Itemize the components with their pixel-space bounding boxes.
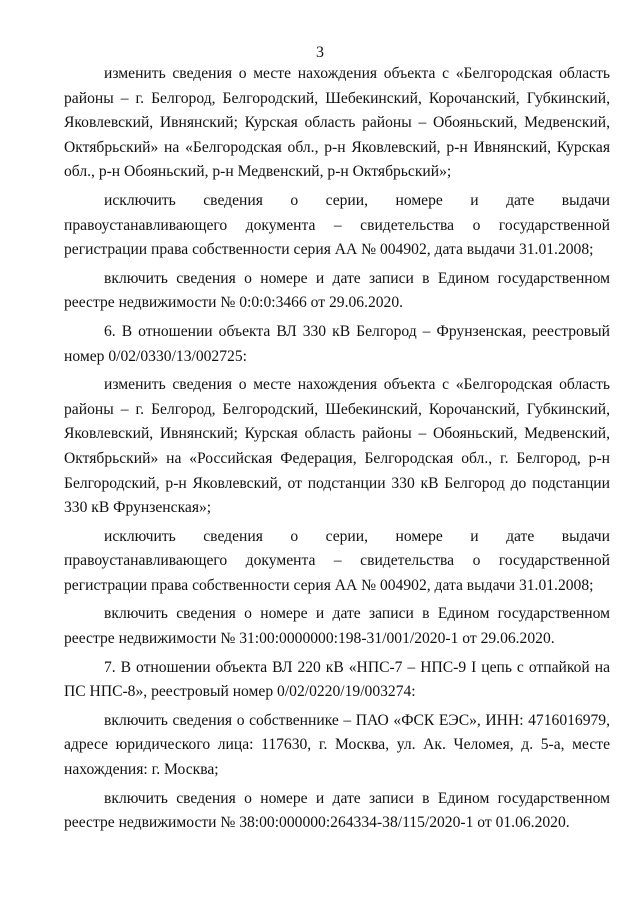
paragraph-exclude-certificate-1: исключить сведения о серии, номере и дате выдачи правоустанавливающего документа – свидетельства о государственной регистрации права собственности серия АА № 004902, дата выдачи 31.01.2008; xyxy=(64,191,610,259)
paragraph-change-location-1: изменить сведения о месте нахождения объекта с «Белгородская область районы – г. Белгород, Белгородский, Шебекинский, Корочанский, Губкинский, Яковлевский, Ивнянский; Курская область районы – Обояньский, Медвенский, Октябрьский» на «Белгородская обл., р-н Яковлевский, р-н Ивнянский, Курская обл., р-н Обояньский, р-н Медвенский, р-н Октябрьский»; xyxy=(64,65,610,181)
paragraph-include-owner: включить сведения о собственнике – ПАО «ФСК ЕЭС», ИНН: 4716016979, адресе юридического лица: 117630, г. Москва, ул. Ак. Челомея, д. 5-а, месте нахождения: г. Москва; xyxy=(64,711,610,779)
paragraph-include-registry-2: включить сведения о номере и дате записи в Едином государственном реестре недвижимости № 31:00:0000000:198-31/001/2020-1 от 29.06.2020. xyxy=(64,605,610,648)
paragraph-exclude-certificate-2: исключить сведения о серии, номере и дате выдачи правоустанавливающего документа – свидетельства о государственной регистрации права собственности серия АА № 004902, дата выдачи 31.01.2008; xyxy=(64,527,610,594)
paragraph-include-registry-3: включить сведения о номере и дате записи в Едином государственном реестре недвижимости № 38:00:000000:264334-38/115/2020-1 от 01.06.2020. xyxy=(64,789,610,832)
paragraph-item-6-heading: 6. В отношении объекта ВЛ 330 кВ Белгород – Фрунзенская, реестровый номер 0/02/0330/13/002725: xyxy=(64,322,610,365)
paragraph-change-location-2: изменить сведения о месте нахождения объекта с «Белгородская область районы – г. Белгород, Белгородский, Шебекинский, Корочанский, Губкинский, Яковлевский, Ивнянский; Курская область районы – Обояньский, Медвенский, Октябрьский» на «Российская Федерация, Белгородская обл., г. Белгород, р-н Белгородский, р-н Яковлевский, от подстанции 330 кВ Белгород до подстанции 330 кВ Фрунзенская»; xyxy=(64,376,610,517)
paragraph-include-registry-1: включить сведения о номере и дате записи в Едином государственном реестре недвижимости № 0:0:0:3466 от 29.06.2020. xyxy=(64,269,610,312)
page-number: 3 xyxy=(316,44,324,61)
document-body xyxy=(64,62,610,836)
paragraph-item-7-heading: 7. В отношении объекта ВЛ 220 кВ «НПС-7 – НПС-9 I цепь с отпайкой на ПС НПС-8», реестровый номер 0/02/0220/19/003274: xyxy=(64,658,610,701)
